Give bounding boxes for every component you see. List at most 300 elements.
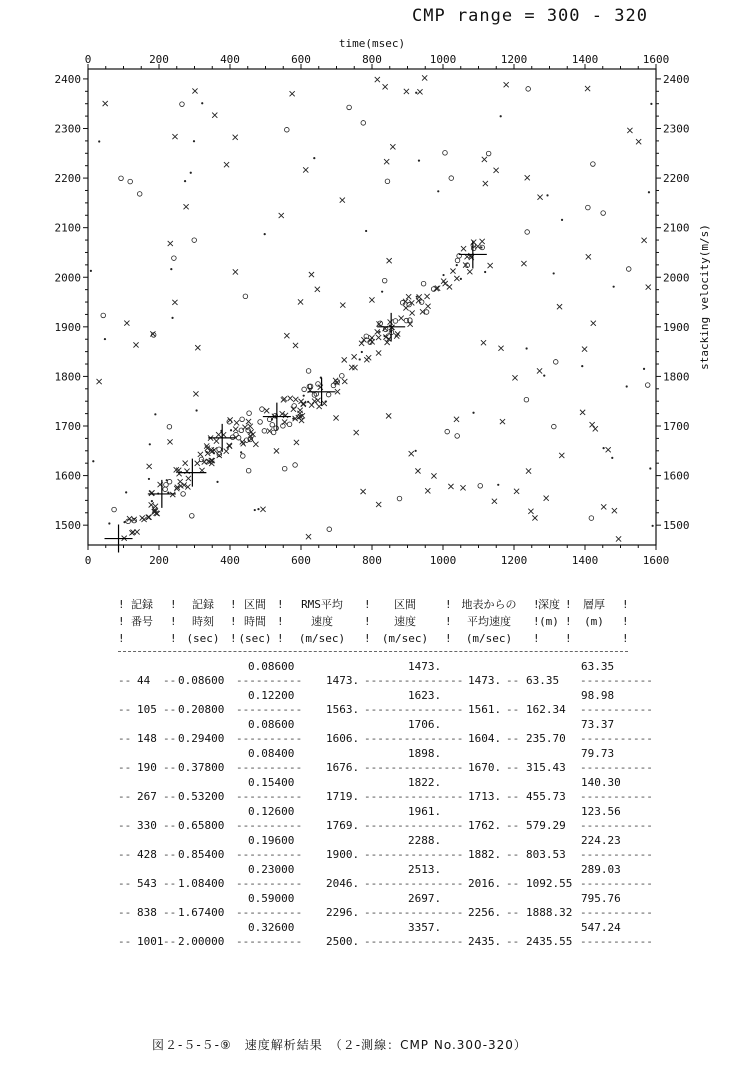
x-marker <box>387 258 392 263</box>
header-line: 区間 <box>394 598 416 611</box>
row-dash: ---------- <box>236 674 303 687</box>
x-marker <box>585 86 590 91</box>
circle-marker <box>128 179 133 184</box>
x-marker <box>291 407 296 412</box>
circle-marker <box>385 179 390 184</box>
x-marker <box>224 162 229 167</box>
x-marker <box>616 536 621 541</box>
row-dash: ----------- <box>580 819 653 832</box>
x-marker <box>593 426 598 431</box>
circle-marker <box>292 404 297 409</box>
circle-marker <box>424 310 429 315</box>
x-tick-label-bottom: 600 <box>291 554 311 567</box>
x-marker <box>425 304 430 309</box>
dot-marker <box>648 191 650 193</box>
x-marker <box>454 276 459 281</box>
dot-marker <box>649 467 651 469</box>
x-marker <box>492 499 497 504</box>
circle-marker <box>190 514 195 519</box>
x-marker <box>375 77 380 82</box>
circle-marker <box>246 468 251 473</box>
dot-marker <box>500 115 502 117</box>
velocity-picks <box>105 240 487 552</box>
dot-marker <box>216 481 218 483</box>
row-dash: ---------- <box>236 906 303 919</box>
dot-marker <box>442 274 444 276</box>
dot-marker <box>104 338 106 340</box>
y-tick-label-left: 1500 <box>54 519 81 533</box>
dot-marker <box>154 413 156 415</box>
x-marker <box>376 335 381 340</box>
row-dash: -- <box>506 761 520 774</box>
row-dash: -- <box>118 761 132 774</box>
x-marker <box>488 263 493 268</box>
circle-marker <box>270 422 275 427</box>
x-marker <box>233 135 238 140</box>
rms-velocity: 1719. <box>326 790 360 803</box>
x-tick-label-top: 800 <box>362 53 382 66</box>
x-marker <box>500 419 505 424</box>
dot-marker <box>480 246 482 248</box>
interval-velocity: 1706. <box>408 718 442 731</box>
x-marker <box>184 204 189 209</box>
dot-marker <box>652 525 654 527</box>
record-row <box>0 935 736 955</box>
interval-velocity: 1961. <box>408 805 442 818</box>
circle-marker <box>347 105 352 110</box>
x-marker <box>294 440 299 445</box>
header-line: 番号 <box>131 615 153 628</box>
velocity-pick <box>263 403 291 431</box>
circle-marker <box>455 258 460 263</box>
x-marker <box>559 453 564 458</box>
table-border-mark: ! ! ! <box>364 598 371 645</box>
x-tick-label-bottom: 1400 <box>571 554 599 567</box>
circle-marker <box>449 176 454 181</box>
row-dash: ----------- <box>580 877 653 890</box>
depth: 455.73 <box>526 790 566 803</box>
row-dash: -- <box>163 877 177 890</box>
chart-axes <box>55 37 712 567</box>
circle-marker <box>327 527 332 532</box>
x-marker <box>642 238 647 243</box>
header-line: 深度 <box>538 598 560 611</box>
rms-velocity: 2296. <box>326 906 360 919</box>
layer-thickness: 98.98 <box>581 689 615 702</box>
y-tick-label-left: 2100 <box>54 221 81 235</box>
row-dash: -- <box>118 848 132 861</box>
circle-marker <box>271 430 276 435</box>
dot-marker <box>257 508 259 510</box>
circle-marker <box>645 383 650 388</box>
row-dash: --------------- <box>364 674 464 687</box>
x-marker <box>376 350 381 355</box>
circle-marker <box>247 411 252 416</box>
x-marker <box>404 89 409 94</box>
row-dash: -- <box>163 935 177 948</box>
circle-marker <box>331 383 336 388</box>
x-marker <box>233 427 238 432</box>
record-time: 2.00000 <box>178 935 225 948</box>
x-marker <box>299 418 304 423</box>
header-line: (sec) <box>186 632 220 645</box>
circle-marker <box>445 429 450 434</box>
table-border-mark: ! ! ! <box>622 598 629 645</box>
x-marker <box>133 342 138 347</box>
header-line: 速度 <box>394 615 416 628</box>
y-tick-label-right: 2000 <box>663 271 690 285</box>
x-marker <box>183 461 188 466</box>
velocity-pick <box>308 378 336 406</box>
row-dash: -- <box>118 703 132 716</box>
y-tick-label-left: 1900 <box>54 320 81 334</box>
x-marker <box>224 449 229 454</box>
dot-marker <box>90 270 92 272</box>
header-line: RMS平均 <box>301 598 343 611</box>
x-marker <box>409 451 414 456</box>
y-tick-label-right: 2300 <box>663 122 690 136</box>
header-line: (m/sec) <box>381 632 429 645</box>
plot-frame <box>88 69 656 545</box>
record-time: 0.85400 <box>178 848 225 861</box>
y-tick-label-left: 1700 <box>54 420 81 433</box>
average-velocity: 2256. <box>468 906 502 919</box>
x-marker <box>388 319 393 324</box>
x-marker <box>537 195 542 200</box>
x-marker <box>192 88 197 93</box>
x-tick-label-top: 1000 <box>429 53 457 66</box>
dot-marker <box>383 335 385 337</box>
column-header <box>554 596 634 647</box>
circle-marker <box>552 424 557 429</box>
dot-marker <box>613 286 615 288</box>
interval-velocity: 1473. <box>408 660 442 673</box>
interval-velocity: 3357. <box>408 921 442 934</box>
circle-marker <box>361 121 366 126</box>
row-dash: -- <box>118 819 132 832</box>
rms-velocity: 2500. <box>326 935 360 948</box>
record-row <box>0 732 736 752</box>
x-marker <box>195 345 200 350</box>
record-number: 838 <box>137 906 157 919</box>
x-marker <box>403 299 408 304</box>
record-time: 0.53200 <box>178 790 225 803</box>
dot-marker <box>307 401 309 403</box>
row-dash: ----------- <box>580 674 653 687</box>
circle-marker <box>316 382 321 387</box>
dot-marker <box>195 409 197 411</box>
x-marker <box>636 139 641 144</box>
interval-velocity: 2697. <box>408 892 442 905</box>
dot-marker <box>526 347 528 349</box>
x-marker <box>532 515 537 520</box>
x-marker <box>198 452 203 457</box>
x-marker <box>354 430 359 435</box>
x-marker <box>627 128 632 133</box>
depth: 803.53 <box>526 848 566 861</box>
circle-marker <box>163 487 168 492</box>
x-marker <box>447 284 452 289</box>
x-marker <box>606 447 611 452</box>
layer-thickness: 63.35 <box>581 660 615 673</box>
row-dash: -- <box>163 790 177 803</box>
row-dash: -- <box>118 732 132 745</box>
row-dash: --------------- <box>364 761 464 774</box>
row-dash: -- <box>118 906 132 919</box>
x-marker <box>103 101 108 106</box>
header-line: 平均速度 <box>467 615 511 628</box>
row-dash: -- <box>506 935 520 948</box>
circle-marker <box>524 397 529 402</box>
interval-velocity: 2513. <box>408 863 442 876</box>
page-title: CMP range = 300 - 320 <box>412 6 648 26</box>
interval-time: 0.08600 <box>248 660 295 673</box>
x-marker <box>580 410 585 415</box>
circle-marker <box>240 417 245 422</box>
x-marker <box>340 198 345 203</box>
circle-marker <box>258 420 263 425</box>
x-tick-label-top: 1600 <box>642 53 670 66</box>
row-dash: ----------- <box>580 848 653 861</box>
x-marker <box>315 287 320 292</box>
row-dash: -- <box>506 877 520 890</box>
dot-marker <box>650 103 652 105</box>
x-marker <box>514 489 519 494</box>
circle-marker <box>340 374 345 379</box>
record-row <box>0 761 736 781</box>
y-tick-label-right: 1500 <box>663 519 690 533</box>
circle-marker <box>287 422 292 427</box>
x-tick-label-top: 1200 <box>500 53 528 66</box>
x-marker <box>303 167 308 172</box>
row-dash: --------------- <box>364 877 464 890</box>
interval-velocity: 1822. <box>408 776 442 789</box>
circle-marker <box>137 192 142 197</box>
record-time: 1.08400 <box>178 877 225 890</box>
record-number: 1001 <box>137 935 164 948</box>
x-tick-label-bottom: 1600 <box>642 554 670 567</box>
x-marker <box>482 157 487 162</box>
x-marker <box>493 168 498 173</box>
x-marker <box>195 461 200 466</box>
dot-marker <box>240 451 242 453</box>
x-marker <box>483 181 488 186</box>
x-marker <box>498 346 503 351</box>
header-line: (m/sec) <box>465 632 513 645</box>
x-tick-label-bottom: 0 <box>84 554 92 567</box>
row-dash: -- <box>506 819 520 832</box>
header-line: 記録 <box>192 598 214 611</box>
interval-time: 0.08600 <box>248 718 295 731</box>
record-time: 1.67400 <box>178 906 225 919</box>
row-dash: ---------- <box>236 819 303 832</box>
record-row <box>0 848 736 868</box>
circle-marker <box>591 162 596 167</box>
y-tick-label-left: 1600 <box>54 469 81 483</box>
x-tick-label-top: 200 <box>149 53 169 66</box>
table-border-mark: ! ! ! <box>118 598 125 645</box>
row-dash: --------------- <box>364 848 464 861</box>
interval-time: 0.12600 <box>248 805 295 818</box>
x-marker <box>168 241 173 246</box>
dot-marker <box>230 429 232 431</box>
velocity-pick <box>459 240 487 268</box>
circle-marker <box>112 507 117 512</box>
circle-marker <box>525 230 530 235</box>
row-dash: ---------- <box>236 935 303 948</box>
circle-marker <box>601 211 606 216</box>
y-tick-label-right: 2400 <box>663 72 690 86</box>
row-dash: -- <box>163 819 177 832</box>
x-marker <box>528 509 533 514</box>
row-dash: -- <box>118 674 132 687</box>
x-marker <box>309 272 314 277</box>
layer-thickness: 79.73 <box>581 747 615 760</box>
interval-time: 0.15400 <box>248 776 295 789</box>
row-dash: ---------- <box>236 848 303 861</box>
x-marker <box>150 331 155 336</box>
y-tick-label-left: 2300 <box>54 122 81 136</box>
circle-marker <box>262 429 267 434</box>
x-marker <box>167 439 172 444</box>
row-dash: ----------- <box>580 703 653 716</box>
x-marker <box>448 484 453 489</box>
circle-marker <box>101 313 106 318</box>
rms-velocity: 1900. <box>326 848 360 861</box>
circle-marker <box>243 294 248 299</box>
header-line: 時刻 <box>192 615 214 628</box>
average-velocity: 2435. <box>468 935 502 948</box>
dot-marker <box>361 351 363 353</box>
x-marker <box>306 534 311 539</box>
x-marker <box>124 321 129 326</box>
x-marker <box>309 402 314 407</box>
circle-marker <box>455 434 460 439</box>
circle-marker <box>164 482 169 487</box>
circle-marker <box>180 102 185 107</box>
y-tick-label-right: 1700 <box>663 420 690 433</box>
header-line: 時間 <box>244 615 266 628</box>
x-tick-label-top: 400 <box>220 53 240 66</box>
x-marker <box>422 75 427 80</box>
x-marker <box>425 488 430 493</box>
row-dash: -- <box>506 790 520 803</box>
y-tick-label-right: 2100 <box>663 221 690 235</box>
x-marker <box>147 464 152 469</box>
circle-marker <box>181 492 186 497</box>
row-dash: --------------- <box>364 906 464 919</box>
record-time: 0.08600 <box>178 674 225 687</box>
circle-marker <box>478 483 483 488</box>
row-dash: -- <box>163 848 177 861</box>
dot-marker <box>456 264 458 266</box>
x-marker <box>461 246 466 251</box>
dot-marker <box>125 491 127 493</box>
layer-thickness: 73.37 <box>581 718 615 731</box>
x-marker <box>525 175 530 180</box>
dot-marker <box>166 479 168 481</box>
dot-marker <box>418 160 420 162</box>
x-marker <box>361 489 366 494</box>
table-border-mark: ! ! ! <box>445 598 452 645</box>
x-marker <box>450 268 455 273</box>
y-tick-label-right: 2200 <box>663 172 690 186</box>
x-marker <box>612 508 617 513</box>
row-dash: --------------- <box>364 935 464 948</box>
circle-marker <box>293 463 298 468</box>
circle-marker <box>285 127 290 132</box>
dot-marker <box>151 500 153 502</box>
dot-marker <box>108 522 110 524</box>
average-velocity: 1473. <box>468 674 502 687</box>
depth: 63.35 <box>526 674 560 687</box>
x-marker <box>376 502 381 507</box>
circle-marker <box>526 87 531 92</box>
row-dash: ----------- <box>580 906 653 919</box>
x-marker <box>146 515 151 520</box>
dot-marker <box>303 395 305 397</box>
scatter-markers <box>90 75 654 541</box>
average-velocity: 1713. <box>468 790 502 803</box>
dot-marker <box>190 172 192 174</box>
dot-marker <box>149 443 151 445</box>
record-number: 267 <box>137 790 157 803</box>
header-line <box>554 630 634 647</box>
dot-marker <box>171 317 173 319</box>
dot-marker <box>603 447 605 449</box>
circle-marker <box>626 267 631 272</box>
rms-velocity: 1606. <box>326 732 360 745</box>
header-line: 区間 <box>244 598 266 611</box>
x-marker <box>390 144 395 149</box>
circle-marker <box>486 151 491 156</box>
dot-marker <box>201 102 203 104</box>
dot-marker <box>206 451 208 453</box>
x-marker <box>460 485 465 490</box>
depth: 235.70 <box>526 732 566 745</box>
x-marker <box>646 285 651 290</box>
record-row <box>0 703 736 723</box>
row-dash: --------------- <box>364 790 464 803</box>
depth: 162.34 <box>526 703 566 716</box>
header-line: (m) <box>584 615 604 628</box>
circle-marker <box>326 392 331 397</box>
x-marker <box>193 391 198 396</box>
layer-thickness: 224.23 <box>581 834 621 847</box>
row-dash: ----------- <box>580 935 653 948</box>
dot-marker <box>581 365 583 367</box>
x-marker <box>234 420 239 425</box>
row-dash: -- <box>163 732 177 745</box>
row-dash: -- <box>506 732 520 745</box>
circle-marker <box>234 432 239 437</box>
x-marker <box>557 304 562 309</box>
x-tick-label-bottom: 1200 <box>500 554 528 567</box>
x-marker <box>366 355 371 360</box>
dot-marker <box>92 460 94 462</box>
dot-marker <box>184 180 186 182</box>
depth: 315.43 <box>526 761 566 774</box>
circle-marker <box>227 419 232 424</box>
dot-marker <box>313 157 315 159</box>
column-header <box>365 596 445 647</box>
x-marker <box>342 357 347 362</box>
dot-marker <box>611 457 613 459</box>
row-dash: ----------- <box>580 761 653 774</box>
x-marker <box>253 442 258 447</box>
x-marker <box>149 491 154 496</box>
x-marker <box>352 354 357 359</box>
